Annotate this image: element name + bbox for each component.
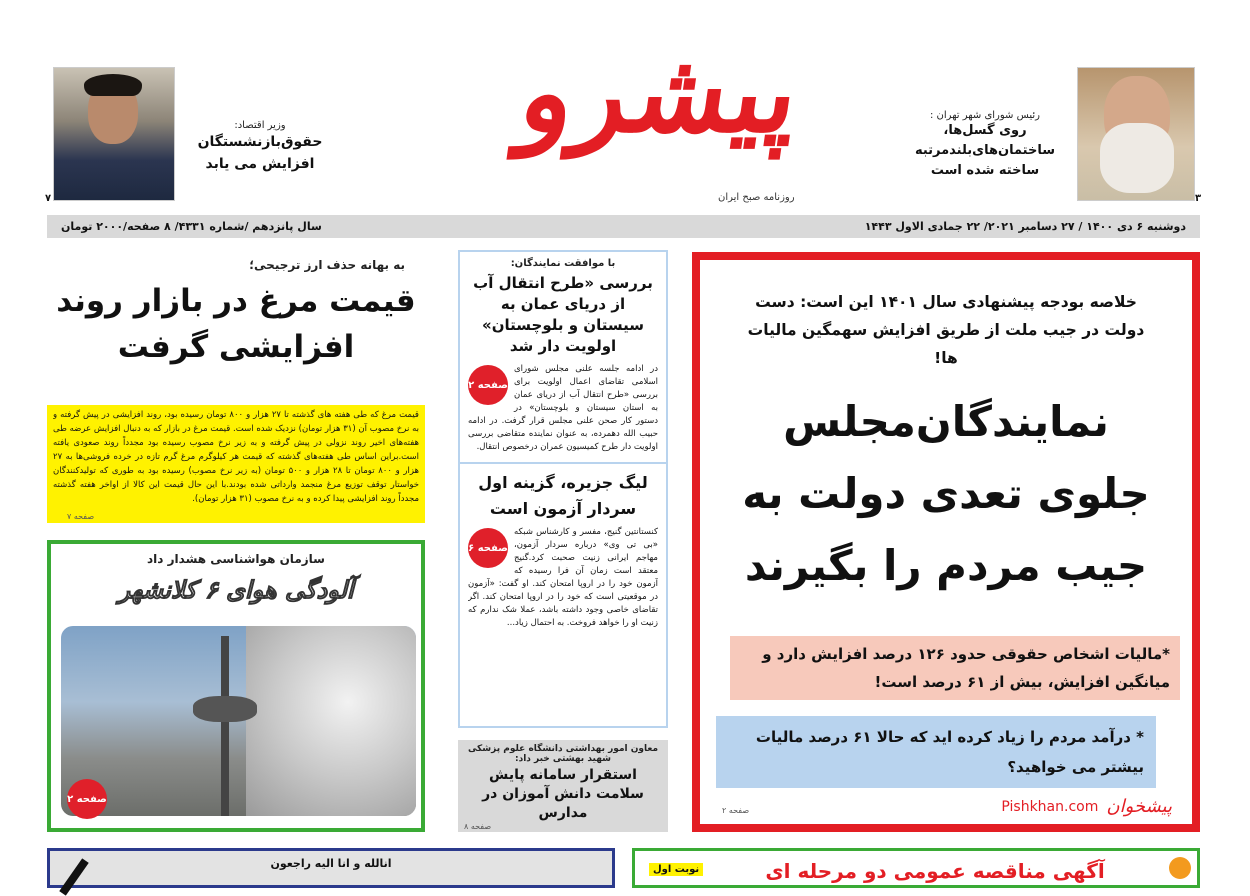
health-page-ref: صفحه ۸ [464, 822, 492, 831]
health-headline: استقرار سامانه پایش سلامت دانش آموزان در مدارس [482, 767, 644, 821]
pollution-kicker: سازمان هواشناسی هشدار داد [147, 552, 325, 566]
tagline: روزنامه صبح ایران [718, 192, 795, 203]
chicken-article[interactable] [47, 258, 425, 370]
league-body: کنستانتین گنیج، مفسر و کارشناس شبکه «بی تی وی» درباره سردار آزمون، مهاجم ایرانی زنیت صحبت کرد.گنیج معتقد است زمان آن فرا رسیده که آزمون خود را در اروپا امتحان کند. او گفت: «آزمون در موقعیتی است که خود را در اروپا امتحان کند. اگر تقاضای خاصی وجود داشته باشد، عملا شک ندارم که زنیت او را خواهد فروخت. به احتمال زیاد... [468, 527, 658, 628]
page-number-badge: ۳ [1195, 193, 1202, 204]
league-body-wrap [468, 526, 658, 630]
tender-badge: نوبت اول [649, 863, 703, 876]
water-body-wrap [468, 363, 658, 454]
chicken-headline: قیمت مرغ در بازار روند افزایشی گرفت [56, 283, 416, 365]
league-headline: لیگ جزیره، گزینه اول سردار آزمون است [478, 473, 648, 518]
chicken-body-box [47, 405, 425, 523]
league-page-ref[interactable]: صفحه ۶ [468, 528, 508, 568]
tender-ad[interactable] [632, 848, 1200, 888]
obituary-kicker: انالله و انا الیه راجعون [270, 857, 392, 870]
page-number-badge: ۷ [45, 193, 52, 204]
teaser-right-kicker: رئیس شورای شهر تهران : [930, 110, 1040, 121]
teaser-right-headline: روی گسل‌ها، ساختمان‌های‌بلندمرتبه ساخته شده است [914, 123, 1056, 178]
date-bar [47, 215, 1200, 238]
teaser-right[interactable] [900, 110, 1070, 181]
health-article[interactable] [458, 740, 668, 832]
water-article[interactable] [458, 250, 668, 728]
water-page-ref[interactable]: صفحه ۲ [468, 365, 508, 405]
company-logo-icon [1169, 857, 1191, 879]
chicken-body: قیمت مرغ که طی هفته های گذشته تا ۲۷ هزار و ۸۰۰ تومان رسیده بود، روند افزایشی در پیش گرفته و به نرخ مصوب آن (۳۱ هزار تومان) نزدیک شده است. قیمت مرغ در بازار که به دنبال افزایش عرضه طی هفته‌های اخیر روند نزولی در پیش گرفته و به زیر نرخ مصوب رسیده بود مجدداً روند صعودی یافته است.براین اساس طی هفته‌های گذشته که قیمت هر کیلوگرم مرغ گرم تازه در خرده فروشی‌ها به ۲۷ هزار و ۸۰۰ تومان تا ۲۸ هزار و ۵۰۰ تومان (به زیر نرخ مصوب) رسیده بود به طوری که تولیدکنندگان خواستار توقف توزیع مرغ منجمد وارداتی شده بودند.با این حال قیمت این کالا از اواخر هفته گذشته مجدداً روند افزایشی پیدا کرده و به نرخ مصوب (۳۱ هزار تومان). [53, 410, 419, 504]
minister-photo [53, 67, 175, 201]
watermark-text: پیشخوان [1106, 796, 1172, 817]
teaser-left[interactable] [185, 120, 335, 175]
issue-text: سال پانزدهم /شماره ۴۳۳۱/ ۸ صفحه/۲۰۰۰ تومان [61, 220, 322, 233]
milad-tower-image [61, 626, 416, 816]
teaser-left-headline: حقوق‌بازنشستگان افزایش می یابد [197, 134, 323, 172]
main-story[interactable] [692, 252, 1200, 832]
pollution-headline: آلودگی هوای ۶ کلانشهر [118, 576, 354, 604]
tender-headline: آگهی مناقصه عمومی دو مرحله ای [765, 859, 1105, 883]
main-page-ref: صفحه ۲ [722, 806, 750, 815]
council-head-photo [1077, 67, 1195, 201]
logo-text: پیشرو [513, 28, 807, 157]
main-kicker: خلاصه بودجه پیشنهادی سال ۱۴۰۱ این است: دست دولت در جیب ملت از طریق افزایش سهمگین مالیات ها! [747, 293, 1145, 367]
water-headline: بررسی «طرح انتقال آب از دریای عمان به سیستان و بلوچستان» اولویت دار شد [473, 274, 653, 355]
chicken-kicker: به بهانه حذف ارز ترجیحی؛ [249, 258, 405, 272]
water-body: در ادامه جلسه علنی مجلس شورای اسلامی تقاضای اعمال اولویت برای بررسی «طرح انتقال آب از دریای عمان به استان سیستان و بلوچستان» در دستور کار صحن علنی مجلس قرار گرفت. در ادامه حبیب الله دهمرده، به عنوان نماینده متقاضی بررسی اولویت دار طرح کمیسیون عمران درخصوص انتقال. [468, 364, 658, 452]
teaser-left-kicker: وزیر اقتصاد: [234, 120, 286, 131]
date-text: دوشنبه ۶ دی ۱۴۰۰ / ۲۷ دسامبر ۲۰۲۱/ ۲۲ جمادی الاول ۱۴۴۳ [864, 220, 1186, 233]
newspaper-logo [513, 0, 807, 185]
water-kicker: با موافقت نمایندگان: [510, 258, 616, 269]
main-point-2: * درآمد مردم را زیاد کرده اید که حالا ۶۱ درصد مالیات بیشتر می خواهید؟ [716, 716, 1156, 788]
watermark-url: Pishkhan.com [1001, 798, 1099, 815]
main-point-1: *مالیات اشخاص حقوقی حدود ۱۲۶ درصد افزایش دارد و میانگین افزایش، بیش از ۶۱ درصد است! [730, 636, 1180, 700]
pishkhan-watermark [1001, 796, 1172, 817]
chicken-page-ref: صفحه ۷ [67, 512, 95, 521]
pollution-article[interactable] [47, 540, 425, 832]
main-headline: نمایندگان‌مجلس جلوی تعدی دولت به جیب مردم را بگیرند [742, 397, 1150, 590]
obituary-box[interactable] [47, 848, 615, 888]
pollution-page-ref[interactable]: صفحه ۲ [67, 779, 107, 819]
health-kicker: معاون امور بهداشتی دانشگاه علوم پزشکی شهید بهشتی خبر داد: [467, 744, 659, 764]
